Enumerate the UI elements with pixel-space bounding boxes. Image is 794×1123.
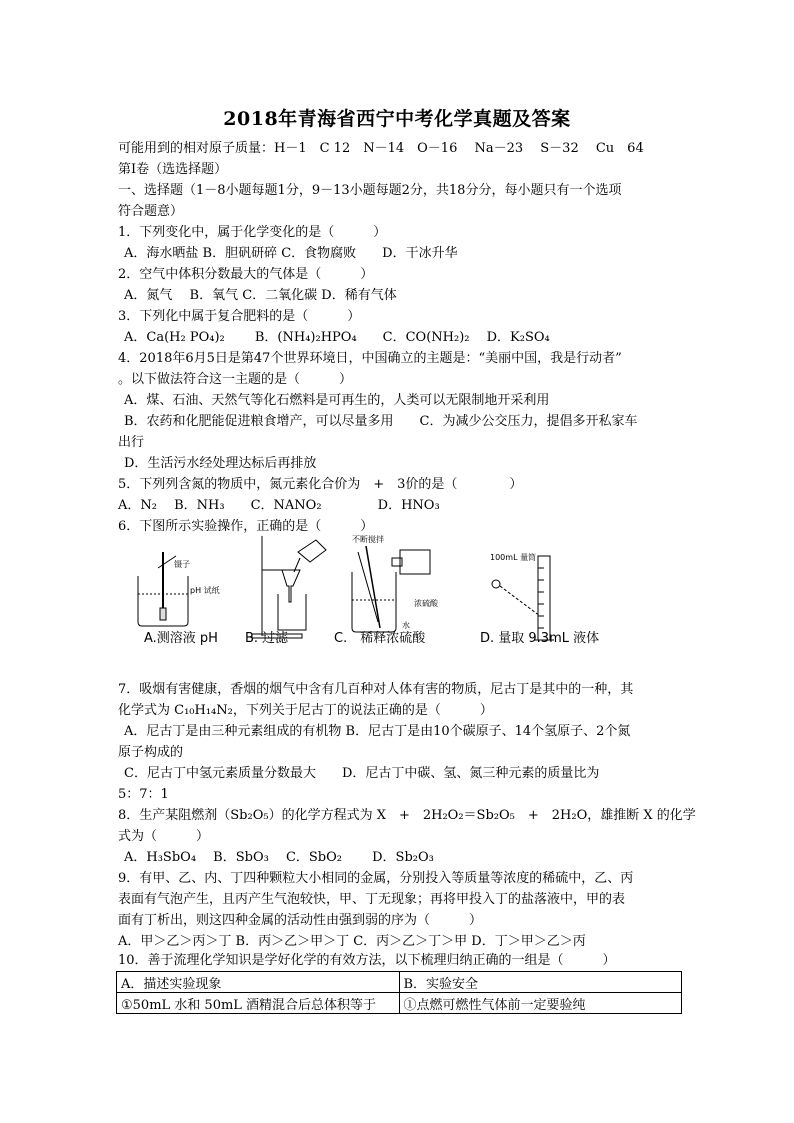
q2-options: A．氮气 B．氧气 C．二氧化碳 D．稀有气体 <box>124 288 397 303</box>
q10-table <box>116 971 682 1014</box>
water-label: 水 <box>402 621 410 630</box>
q2-stem: 2．空气中体积分数最大的气体是（ ） <box>118 267 374 282</box>
atomic-masses-line: 可能用到的相对原子质量：H－1 C 12 N－14 O－16 Na－23 S－32 Cu 64 <box>118 141 644 156</box>
q9-stem: 9．有甲、乙、内、丁四种颗粒大小相同的金属，分别投入等质量等浓度的稀硫中，乙、丙 <box>118 871 634 886</box>
table-cell: ①50mL 水和 50mL 酒精混合后总体积等于 <box>117 993 400 1014</box>
acid-label: 浓硫酸 <box>414 599 438 608</box>
volume-header: 第Ⅰ卷（选选择题） <box>118 162 228 177</box>
q7-stem: 7．吸烟有害健康，香烟的烟气中含有几百种对人体有害的物质，尼古丁是其中的一种，其 <box>118 682 634 697</box>
table-cell: B．实验安全 <box>399 972 682 993</box>
q8-stem-cont: 式为（ ） <box>118 829 210 844</box>
page-title: 2018年青海省西宁中考化学真题及答案 <box>223 108 571 130</box>
q1-options: A．海水晒盐 B．胆矾研碎 C．食物腐败 D．干冰升华 <box>124 246 458 261</box>
q10-stem: 10．善于流理化学知识是学好化学的有效方法，以下梳理归纳正确的一组是（ ） <box>118 953 616 968</box>
table-row <box>117 972 682 993</box>
table-cell: A．描述实验现象 <box>117 972 400 993</box>
q3-stem: 3．下列化中属于复合肥料的是（ ） <box>118 309 361 324</box>
ph-paper-label: pH 试纸 <box>190 586 220 595</box>
q4-option-bc: B．农药和化肥能促进粮食增产，可以尽量多用 C．为减少公交压力，提倡多开私家车 <box>124 414 638 429</box>
q6-stem: 6．下图所示实验操作，正确的是（ ） <box>118 519 374 534</box>
q7-option-ab: A．尼古丁是由三种元素组成的有机物 B．尼古丁是由10个碳原子、14个氢原子、2个氮 <box>124 724 631 739</box>
q4-option-c-cont: 出行 <box>118 435 145 450</box>
q6-caption-b: B. 过滤 <box>245 631 289 646</box>
q7-option-d-cont: 5：7：1 <box>118 787 169 802</box>
q4-stem-cont: 。以下做法符合这一主题的是（ ） <box>118 372 353 387</box>
q9-stem-cont: 表面有气泡产生，且丙产生气泡较快，甲、丁无现象；再将甲投入丁的盐落液中，甲的表 <box>118 892 626 907</box>
section-instructions-cont: 符合题意） <box>118 204 184 219</box>
q5-options: A．N₂ B．NH₃ C．NANO₂ D．HNO₃ <box>118 498 440 513</box>
q8-stem: 8．生产某阻燃剂（Sb₂O₅）的化学方程式为 X + 2H₂O₂＝Sb₂O₅ + 2H₂O，雄推断 X 的化学 <box>118 808 696 823</box>
q7-stem-cont: 化学式为 C₁₀H₁₄N₂，下列关于尼古丁的说法正确的是（ ） <box>118 703 493 718</box>
q7-option-b-cont: 原子构成的 <box>118 745 184 760</box>
q4-option-d: D．生活污水经处理达标后再排放 <box>124 456 317 471</box>
table-cell: ①点燃可燃性气体前一定要验纯 <box>399 993 682 1014</box>
q9-stem-cont2: 面有丁析出，则这四种金属的活动性由强到弱的序为（ ） <box>118 913 483 928</box>
q6-caption-d: D. 量取 9.3mL 液体 <box>480 631 600 646</box>
tweezers-label: 镊子 <box>174 560 190 569</box>
section-instructions: 一、选择题（1－8小题每题1分，9－13小题每题2分，共18分分，每小题只有一个选项 <box>118 183 622 198</box>
stir-label: 不断搅拌 <box>352 535 384 544</box>
table-row <box>117 993 682 1014</box>
q9-options: A．甲＞乙＞丙＞丁 B．丙＞乙＞甲＞丁 C．丙＞乙＞丁＞甲 D．丁＞甲＞乙＞丙 <box>118 934 586 949</box>
q6-caption-a: A.测溶液 pH <box>144 631 218 646</box>
q3-options: A．Ca(H₂ PO₄)₂ B．(NH₄)₂HPO₄ C．CO(NH₂)₂ D．K₂SO₄ <box>124 330 550 345</box>
q4-stem: 4．2018年6月5日是第47个世界环境日，中国确立的主题是：“美丽中国，我是行动者” <box>118 351 622 366</box>
q4-option-a: A．煤、石油、天然气等化石燃料是可再生的，人类可以无限制地开采利用 <box>124 393 550 408</box>
q7-option-cd: C．尼古丁中氢元素质量分数最大 D．尼古丁中碳、氢、氮三种元素的质量比为 <box>124 766 600 781</box>
filtration-icon <box>252 536 326 638</box>
dilution-icon <box>352 546 430 632</box>
cylinder-label: 100mL 量筒 <box>490 553 537 562</box>
q6-caption-c: C. 稀释浓硫酸 <box>334 631 426 646</box>
q5-stem: 5．下列列含氮的物质中，氮元素化合价为 + 3价的是（ ） <box>118 477 523 492</box>
q8-options: A．H₃SbO₄ B．SbO₃ C．SbO₂ D．Sb₂O₃ <box>124 850 434 865</box>
q1-stem: 1．下列变化中，属于化学变化的是（ ） <box>118 225 387 240</box>
